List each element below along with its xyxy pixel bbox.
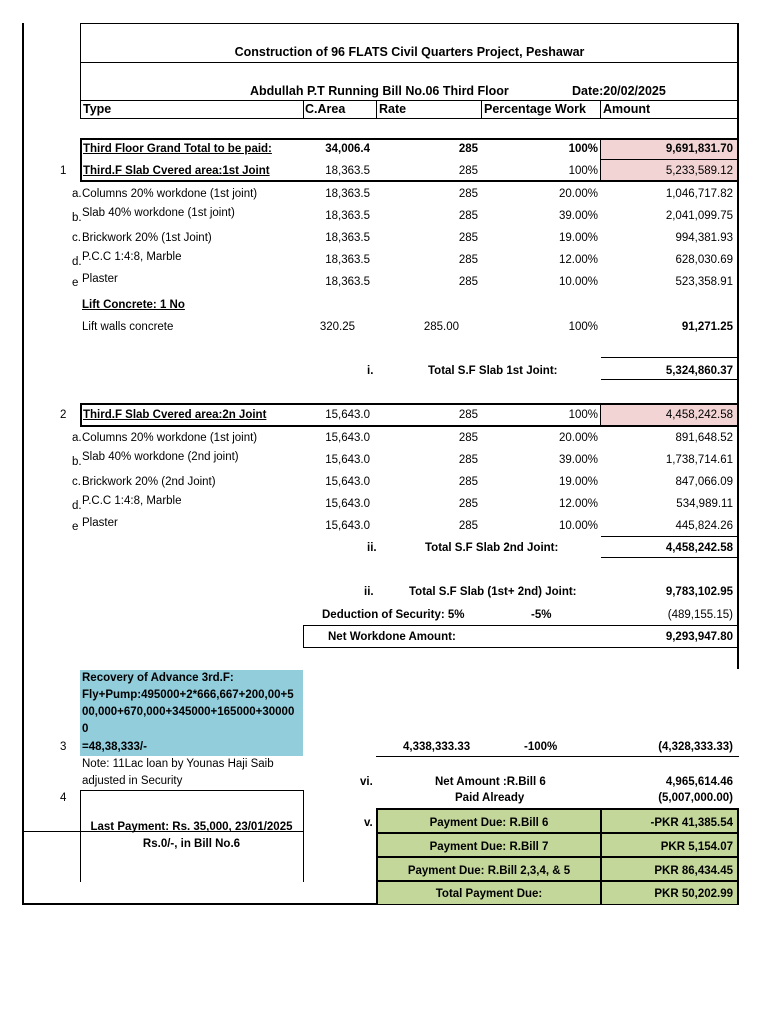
row-label: Brickwork 20% (2nd Joint) — [82, 476, 216, 488]
row-rate: 285 — [458, 254, 478, 266]
row-rate: 285 — [458, 210, 478, 222]
row-amount: 2,041,099.75 — [665, 210, 733, 222]
lift-pct: 100% — [568, 321, 598, 333]
title-top-border — [80, 23, 739, 24]
row-amount: 1,738,714.61 — [665, 454, 733, 466]
recovery-pct: -100% — [524, 741, 558, 753]
paid-already-amount: (5,007,000.00) — [658, 792, 733, 804]
payment-label: Payment Due: R.Bill 2,3,4, & 5 — [407, 865, 571, 877]
row-letter: e — [72, 521, 79, 533]
row-area: 18,363.5 — [325, 276, 370, 288]
total1-amount: 5,324,860.37 — [665, 365, 733, 377]
row-rate: 285 — [458, 454, 478, 466]
payment-row-line-0 — [376, 808, 739, 810]
net-bottom-line — [303, 647, 739, 648]
row-area: 18,363.5 — [325, 254, 370, 266]
net-bill-label: Net Amount :R.Bill 6 — [435, 776, 546, 788]
row-letter: e — [72, 277, 79, 289]
joint2-bottom-border — [80, 425, 739, 427]
total1-number: i. — [367, 365, 374, 377]
recovery-line-3: 00,000+670,000+345000+165000+30000 — [82, 706, 295, 718]
row-label: Columns 20% workdone (1st joint) — [82, 432, 258, 444]
row-pct: 10.00% — [558, 276, 598, 288]
recovery-line-2: Fly+Pump:495000+2*666,667+200,00+5 — [82, 689, 294, 701]
joint1-bottom-border — [80, 180, 739, 182]
row-area: 15,643.0 — [325, 454, 370, 466]
total1-label: Total S.F Slab 1st Joint: — [428, 365, 558, 377]
row-amount: 891,648.52 — [675, 432, 733, 444]
net-left-line — [303, 625, 304, 648]
row-area: 15,643.0 — [325, 520, 370, 532]
outer-left-border — [22, 23, 24, 905]
net-label: Net Workdone Amount: — [328, 631, 456, 643]
row-pct: 39.00% — [558, 454, 598, 466]
joint2-amount-divider — [600, 405, 601, 426]
payment-label: Total Payment Due: — [435, 888, 543, 900]
grand-total-amount: 9,691,831.70 — [665, 143, 733, 155]
last-payment-right-line — [303, 790, 304, 882]
lift-heading: Lift Concrete: 1 No — [82, 299, 185, 311]
col-header-type: Type — [83, 102, 112, 116]
row-amount: 1,046,717.82 — [665, 188, 733, 200]
combined-label: Total S.F Slab (1st+ 2nd) Joint: — [409, 586, 577, 598]
joint2-pct: 100% — [568, 409, 598, 421]
col-divider-2 — [376, 100, 377, 119]
row-pct: 39.00% — [558, 210, 598, 222]
recovery-line-1: Recovery of Advance 3rd.F: — [82, 672, 234, 684]
row-amount: 534,989.11 — [676, 498, 733, 510]
combined-amount: 9,783,102.95 — [665, 586, 733, 598]
grand-total-area: 34,006.4 — [325, 143, 370, 155]
payment-amount: PKR 5,154.07 — [660, 841, 733, 853]
row-rate: 285 — [458, 476, 478, 488]
row-rate: 285 — [458, 188, 478, 200]
row-area: 18,363.5 — [325, 232, 370, 244]
joint2-label: Third.F Slab Cvered area:2n Joint — [83, 409, 267, 421]
net-bill-amount: 4,965,614.46 — [665, 776, 733, 788]
row-label: Plaster — [82, 517, 118, 529]
total1-bottom-line — [601, 379, 737, 380]
col-header-rate: Rate — [379, 102, 407, 116]
row-area: 18,363.5 — [325, 210, 370, 222]
recovery-amount: (4,328,333.33) — [658, 741, 733, 753]
lift-rate: 285.00 — [423, 321, 459, 333]
row-area: 15,643.0 — [325, 476, 370, 488]
row-label: Brickwork 20% (1st Joint) — [82, 232, 212, 244]
payment-label: Payment Due: R.Bill 7 — [429, 841, 549, 853]
joint1-number: 1 — [60, 165, 67, 177]
grand-total-pct: 100% — [568, 143, 598, 155]
recovery-note-1: Note: 11Lac loan by Younas Haji Saib — [82, 758, 274, 770]
grand-total-amount-divider — [600, 140, 601, 181]
page-title: Construction of 96 FLATS Civil Quarters Project, Peshawar — [234, 45, 585, 59]
recovery-number: 3 — [60, 741, 67, 753]
last-payment-line-2: Rs.0/-, in Bill No.6 — [142, 838, 241, 850]
deduction-amount: (489,155.15) — [667, 609, 733, 621]
row-pct: 20.00% — [558, 188, 598, 200]
last-payment-number: 4 — [60, 792, 67, 804]
net-top-line — [303, 625, 739, 626]
col-divider-3 — [481, 100, 482, 119]
col-header-carea: C.Area — [305, 102, 346, 116]
row-rate: 285 — [458, 232, 478, 244]
net-bill-number: vi. — [360, 776, 373, 788]
deduction-pct: -5% — [531, 609, 552, 621]
row-label: P.C.C 1:4:8, Marble — [82, 495, 182, 507]
title-bottom-border — [80, 62, 739, 63]
row-letter: c. — [72, 476, 81, 488]
row-letter: b. — [72, 212, 82, 224]
header-left-border — [80, 23, 81, 119]
bill-date: Date:20/02/2025 — [572, 84, 666, 98]
payment-amount: -PKR 41,385.54 — [650, 817, 733, 829]
lift-label: Lift walls concrete — [82, 321, 174, 333]
total2-bottom-line — [601, 557, 737, 558]
lift-area: 320.25 — [319, 321, 355, 333]
payment-amount: PKR 50,202.99 — [654, 888, 733, 900]
total2-number: ii. — [367, 542, 377, 554]
row-label: Slab 40% workdone (1st joint) — [82, 207, 235, 219]
payment-row-line-2 — [376, 856, 739, 858]
last-payment-line-1: Last Payment: Rs. 35,000, 23/01/2025 — [90, 821, 293, 833]
row-letter: b. — [72, 456, 82, 468]
joint1-amount: 5,233,589.12 — [665, 165, 733, 177]
col-header-amount: Amount — [603, 102, 651, 116]
row-rate: 285 — [458, 520, 478, 532]
payment-label: Payment Due: R.Bill 6 — [429, 817, 549, 829]
joint1-rate: 285 — [458, 165, 478, 177]
row-label: Plaster — [82, 273, 118, 285]
recovery-area: 4,338,333.33 — [403, 741, 471, 753]
row-area: 15,643.0 — [325, 498, 370, 510]
row-rate: 285 — [458, 498, 478, 510]
joint2-number: 2 — [60, 409, 67, 421]
last-payment-left-line — [80, 790, 81, 882]
grand-total-left-border — [80, 138, 82, 182]
row-amount: 994,381.93 — [675, 232, 733, 244]
row-amount: 847,066.09 — [675, 476, 733, 488]
row-letter: d. — [72, 256, 82, 268]
grand-total-label: Third Floor Grand Total to be paid: — [83, 143, 272, 155]
col-divider-1 — [303, 100, 304, 119]
joint2-rate: 285 — [458, 409, 478, 421]
joint1-label: Third.F Slab Cvered area:1st Joint — [83, 165, 270, 177]
total2-label: Total S.F Slab 2nd Joint: — [425, 542, 559, 554]
lift-amount: 91,271.25 — [681, 321, 733, 333]
bill-title: Abdullah P.T Running Bill No.06 Third Floor — [250, 84, 509, 98]
row-label: Columns 20% workdone (1st joint) — [82, 188, 258, 200]
payment-number: v. — [364, 817, 373, 829]
row-rate: 285 — [458, 432, 478, 444]
recovery-line-5: =48,38,333/- — [82, 741, 147, 753]
row-label: Slab 40% workdone (2nd joint) — [82, 451, 239, 463]
row-pct: 12.00% — [558, 254, 598, 266]
row-amount: 628,030.69 — [675, 254, 733, 266]
recovery-line-4: 0 — [82, 723, 89, 735]
row-pct: 19.00% — [558, 476, 598, 488]
col-divider-4 — [600, 100, 601, 119]
row-area: 18,363.5 — [325, 188, 370, 200]
row-area: 15,643.0 — [325, 432, 370, 444]
recovery-note-2: adjusted in Security — [82, 775, 183, 787]
row-pct: 10.00% — [558, 520, 598, 532]
row-letter: a. — [72, 432, 82, 444]
joint2-amount: 4,458,242.58 — [665, 409, 733, 421]
row-pct: 19.00% — [558, 232, 598, 244]
paid-already-label: Paid Already — [455, 792, 525, 804]
deduction-label: Deduction of Security: 5% — [322, 609, 465, 621]
joint1-pct: 100% — [568, 165, 598, 177]
payment-row-line-3 — [376, 880, 739, 882]
combined-number: ii. — [364, 586, 374, 598]
grand-total-divider — [601, 159, 737, 160]
joint2-left-border — [80, 403, 82, 427]
row-amount: 445,824.26 — [675, 520, 733, 532]
grand-total-rate: 285 — [458, 143, 478, 155]
row-pct: 12.00% — [558, 498, 598, 510]
payment-row-line-1 — [376, 832, 739, 834]
columns-bottom-border — [80, 118, 739, 119]
total2-amount: 4,458,242.58 — [665, 542, 733, 554]
outer-right-border-upper — [737, 23, 739, 669]
joint2-area: 15,643.0 — [325, 409, 370, 421]
row-label: P.C.C 1:4:8, Marble — [82, 251, 182, 263]
row-rate: 285 — [458, 276, 478, 288]
total1-top-line — [601, 357, 737, 358]
row-amount: 523,358.91 — [675, 276, 733, 288]
row-pct: 20.00% — [558, 432, 598, 444]
row-letter: a. — [72, 188, 82, 200]
joint1-area: 18,363.5 — [325, 165, 370, 177]
columns-top-border — [80, 100, 739, 101]
row-letter: c. — [72, 232, 81, 244]
row-letter: d. — [72, 500, 82, 512]
total2-top-line — [601, 536, 737, 537]
payment-amount: PKR 86,434.45 — [654, 865, 733, 877]
last-payment-top-line — [80, 790, 303, 791]
net-amount: 9,293,947.80 — [665, 631, 733, 643]
col-header-percentage: Percentage Work — [484, 102, 586, 116]
recovery-row-underline — [376, 756, 739, 757]
